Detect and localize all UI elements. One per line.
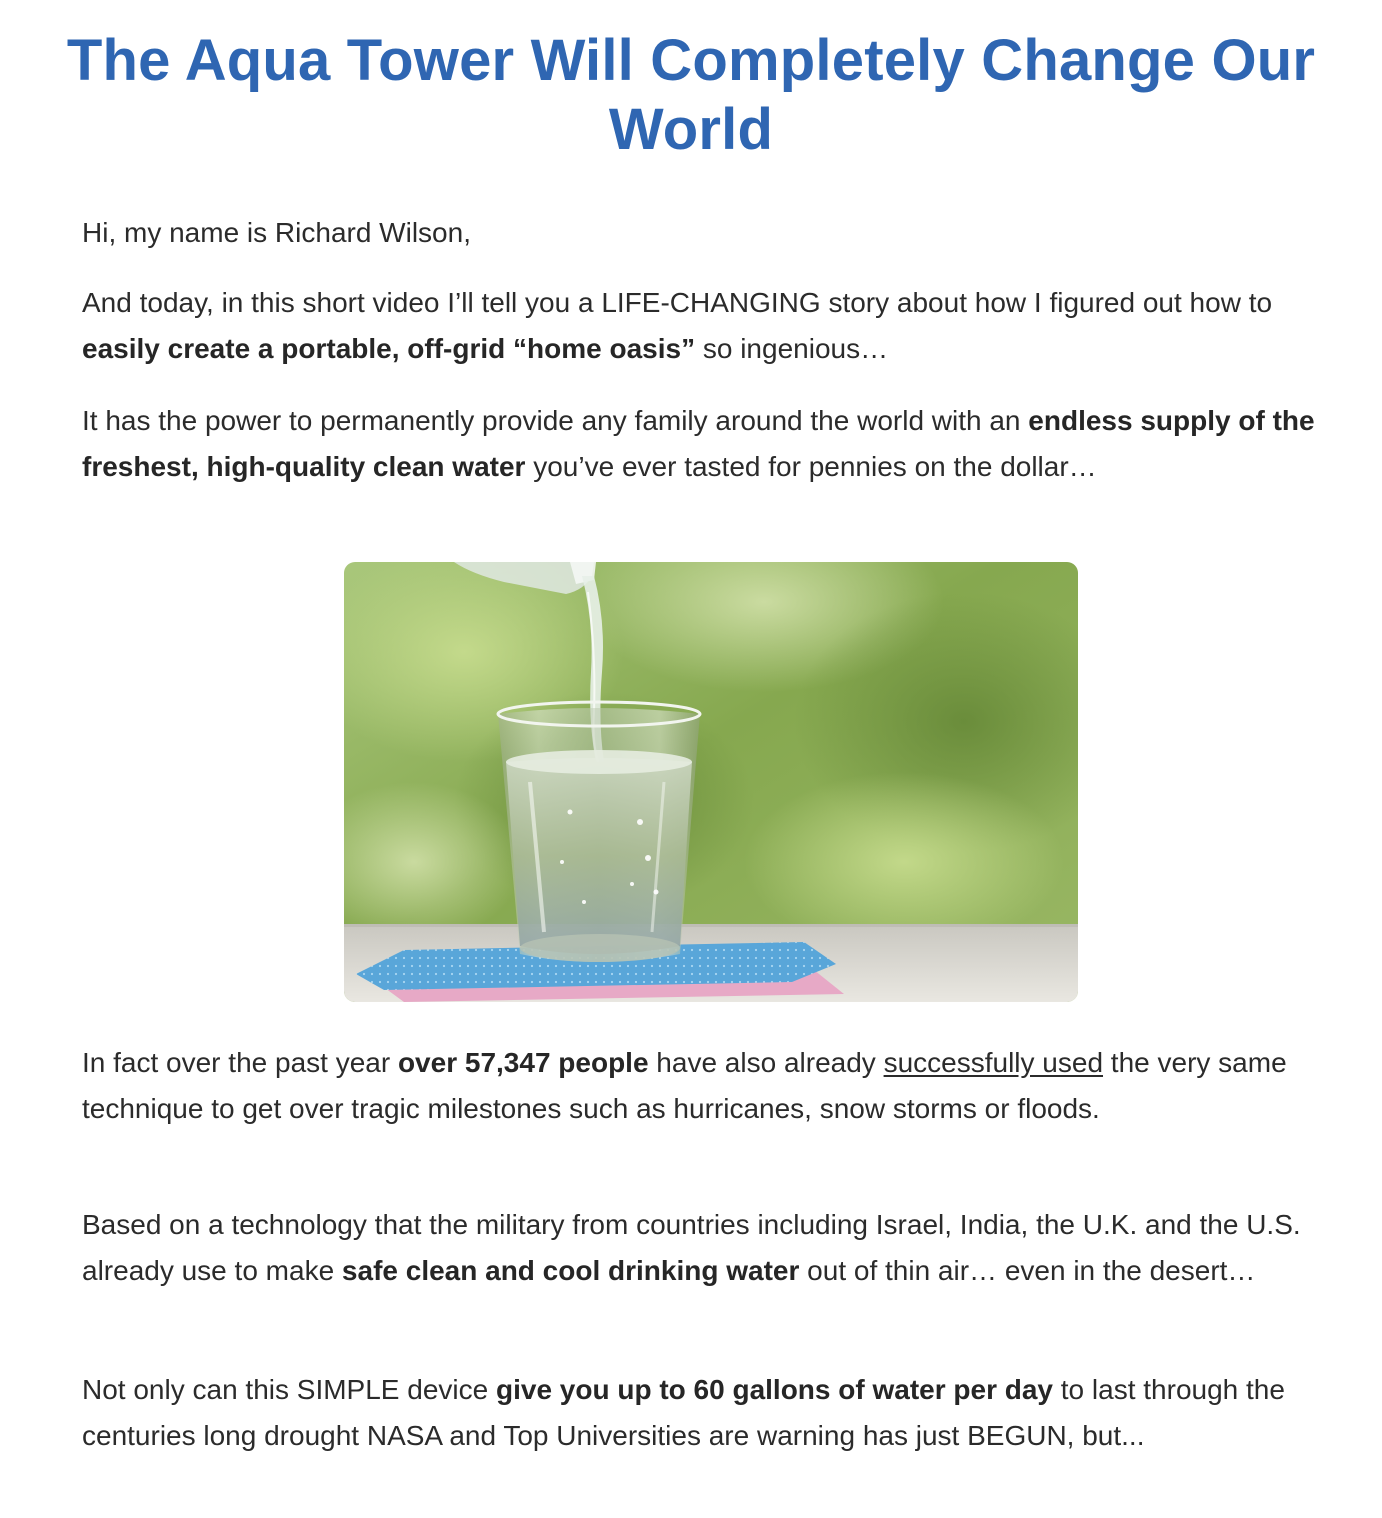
paragraph-text: so ingenious… xyxy=(695,333,889,364)
paragraph-text: Based on a technology that the military from countries including Israel, India, the U.K. and the U.S. already use to make xyxy=(82,1209,1301,1286)
emphasis-text: easily create a portable, off-grid “home oasis” xyxy=(82,333,696,364)
paragraph-text: to last through the centuries long drought NASA and Top Universities are warning has just BEGUN, but... xyxy=(82,1374,1285,1451)
paragraph-text: Hi, my name is Richard Wilson, xyxy=(82,217,471,248)
benefit-paragraph xyxy=(82,398,1342,490)
paragraph-text: the very same technique to get over tragic milestones such as hurricanes, snow storms or floods. xyxy=(82,1047,1287,1124)
paragraph-text: out of thin air… even in the desert… xyxy=(799,1255,1256,1286)
paragraph-text: you’ve ever tasted for pennies on the dollar… xyxy=(525,451,1097,482)
intro-paragraph xyxy=(82,210,1342,256)
underlined-text: successfully used xyxy=(883,1047,1104,1078)
technology-paragraph xyxy=(82,1202,1342,1294)
paragraph-text: have also already xyxy=(648,1047,884,1078)
social-proof-paragraph xyxy=(82,1040,1342,1132)
emphasis-text: over 57,347 people xyxy=(397,1047,649,1078)
paragraph-text: And today, in this short video I’ll tell you a LIFE-CHANGING story about how I figured out how to xyxy=(82,287,1273,318)
paragraph-text: Not only can this SIMPLE device xyxy=(82,1374,496,1405)
water-glass-photo xyxy=(344,562,1078,1002)
story-paragraph xyxy=(82,280,1342,372)
paragraph-text: In fact over the past year xyxy=(82,1047,398,1078)
page-headline: The Aqua Tower Will Completely Change Our World xyxy=(66,28,1316,162)
device-paragraph xyxy=(82,1367,1342,1459)
emphasis-text: endless supply of the freshest, high-quality clean water xyxy=(82,405,1315,482)
emphasis-text: safe clean and cool drinking water xyxy=(341,1255,800,1286)
emphasis-text: give you up to 60 gallons of water per day xyxy=(495,1374,1053,1405)
paragraph-text: It has the power to permanently provide any family around the world with an xyxy=(82,405,1029,436)
